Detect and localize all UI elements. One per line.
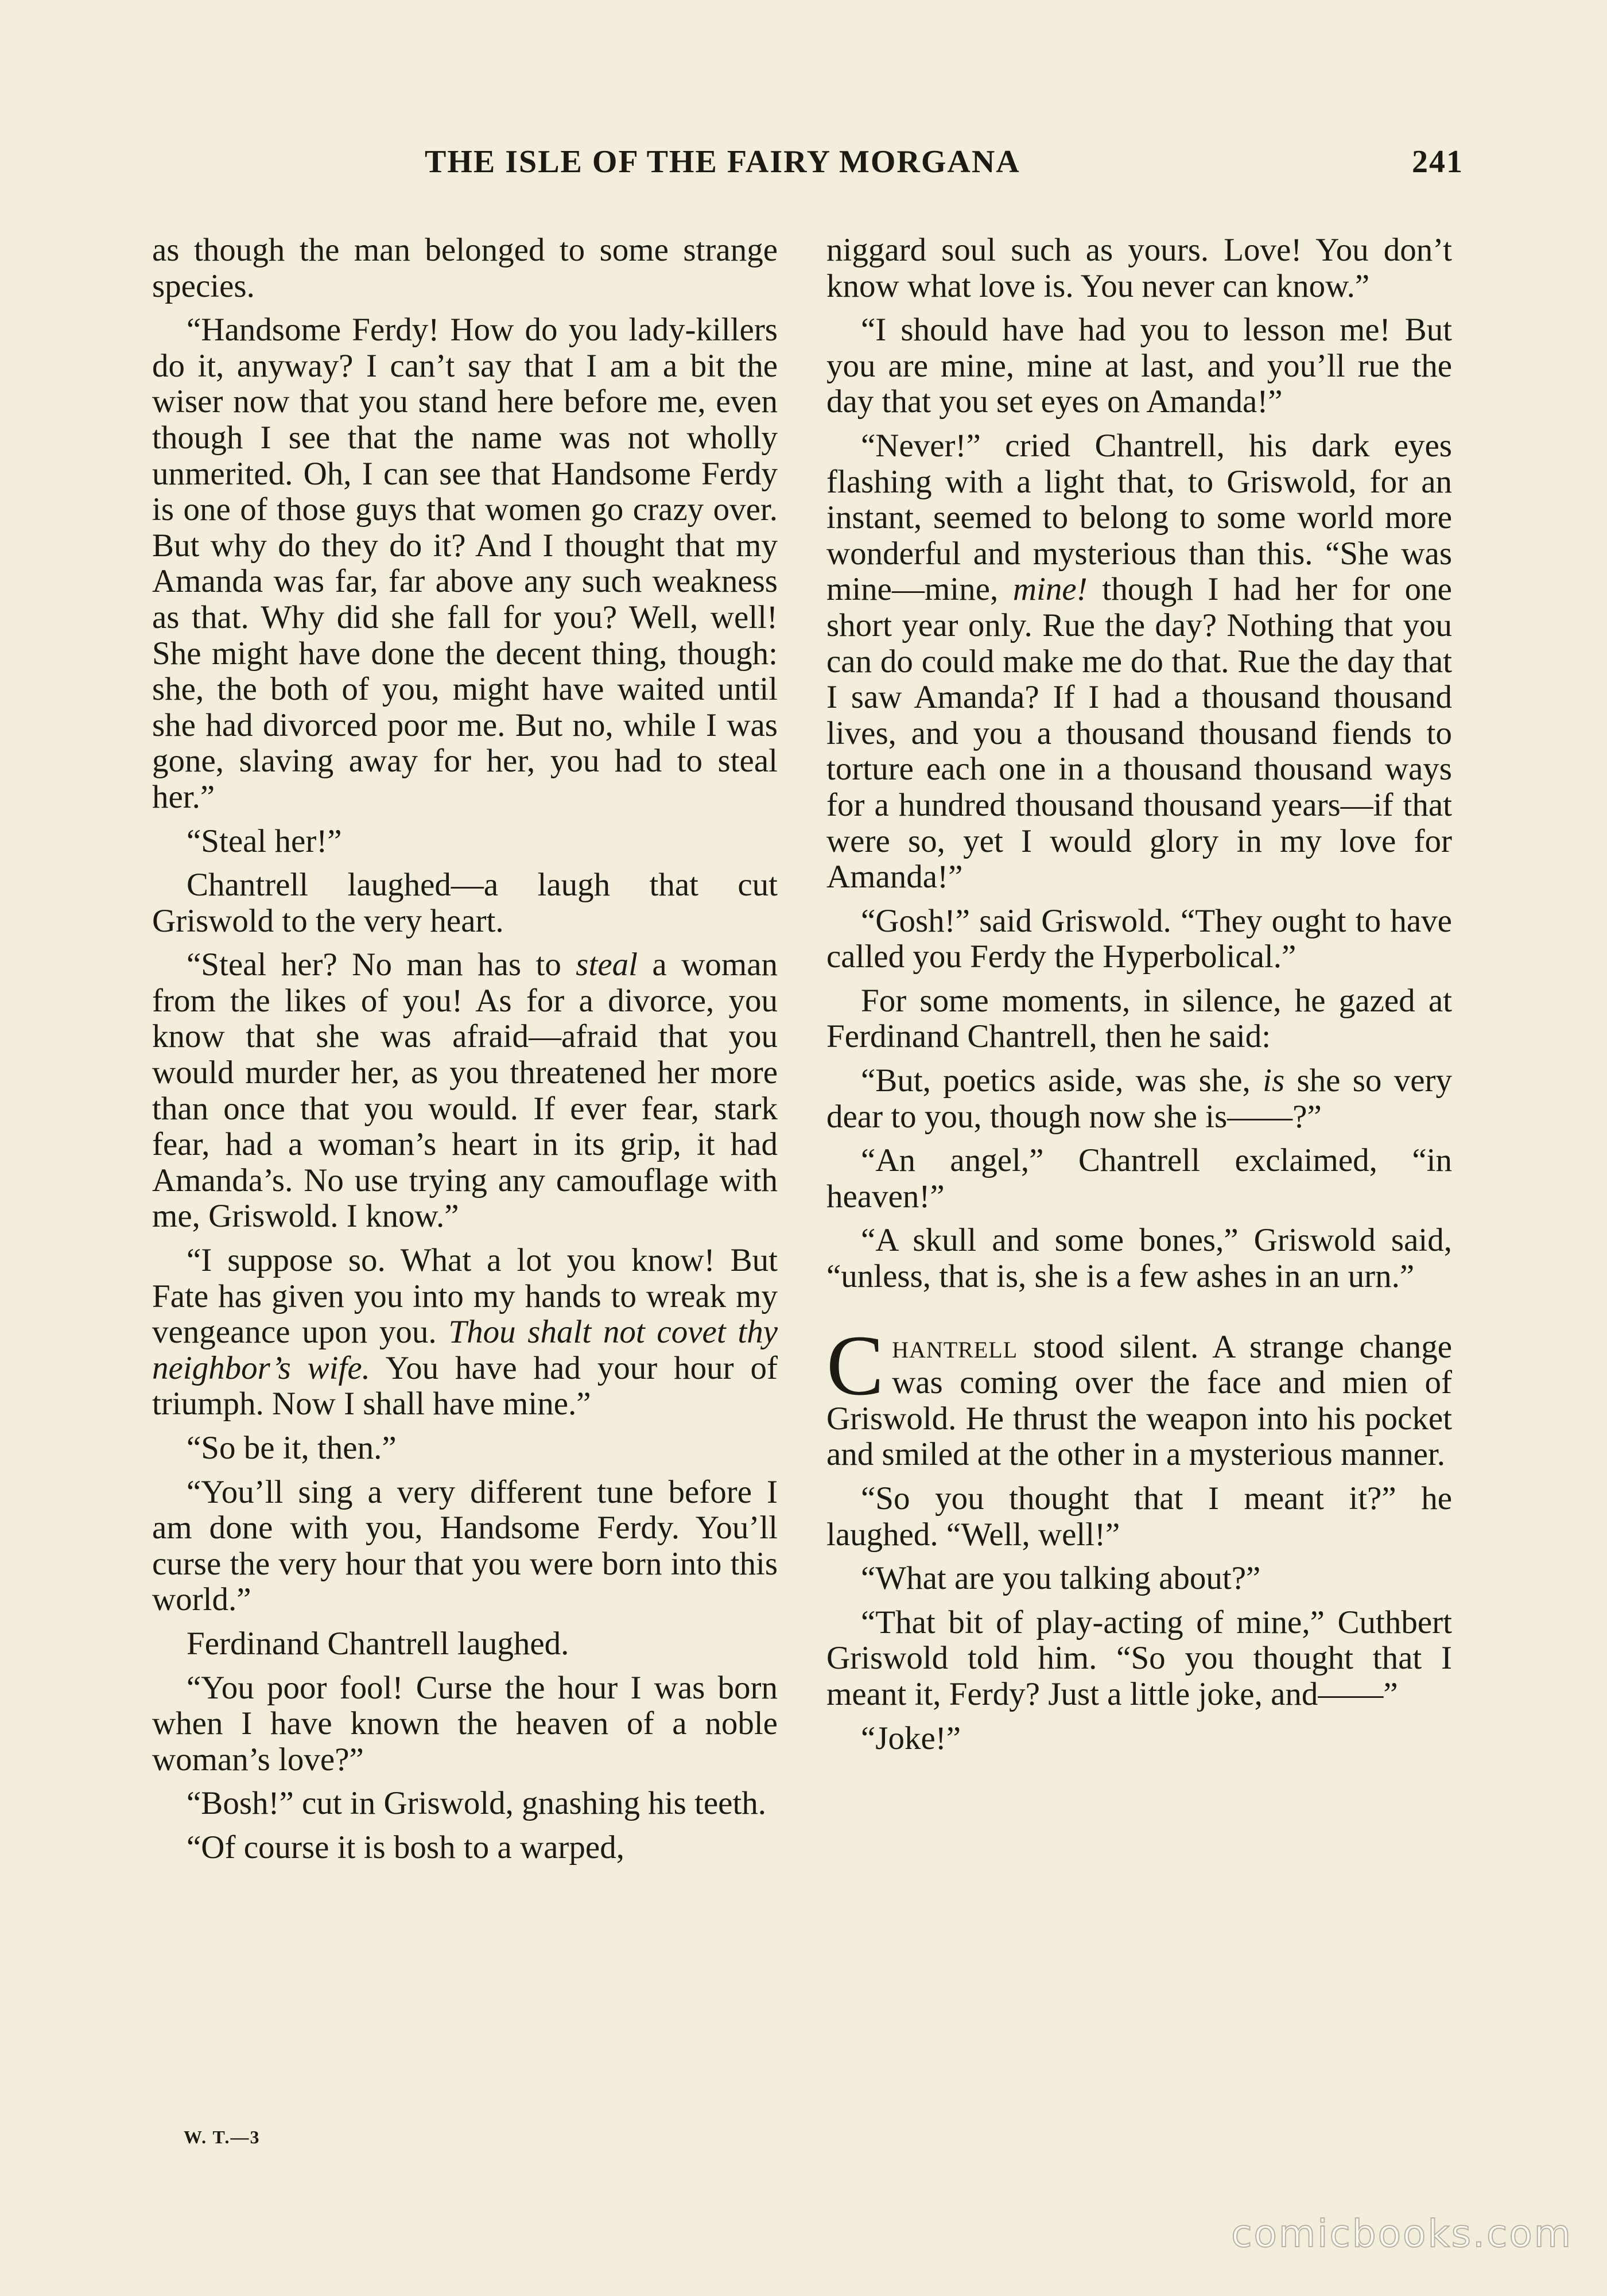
paragraph: “That bit of play-acting of mine,” Cuthbert Griswold told him. “So you thought that I meant it, Ferdy? Just a little joke, and——” (826, 1604, 1452, 1712)
paragraph: “I should have had you to lesson me! But you are mine, mine at last, and you’ll rue the day that you set eyes on Amanda!” (826, 312, 1452, 420)
paragraph: “Bosh!” cut in Griswold, gnashing his teeth. (187, 1785, 767, 1822)
paragraph: “Gosh!” said Griswold. “They ought to have called you Ferdy the Hyperbolical.” (826, 902, 1452, 975)
drop-cap: C (826, 1317, 884, 1413)
paragraph: “You’ll sing a very different tune before I am done with you, Handsome Ferdy. You’ll curse the very hour that you were born into this world.” (152, 1473, 778, 1618)
paragraph: “What are you talking about?” (861, 1560, 1261, 1597)
paragraph: For some moments, in silence, he gazed at Ferdinand Chantrell, then he said: (826, 982, 1452, 1055)
paragraph: “You poor fool! Curse the hour I was born when I have known the heaven of a noble woman’s love?” (152, 1669, 778, 1778)
page-number: 241 (1412, 144, 1464, 180)
small-caps-lead: hantrell (892, 1328, 1018, 1365)
paragraph: “So be it, then.” (187, 1430, 397, 1466)
paragraph: “Never!” cried Chantrell, his dark eyes flashing with a light that, to Griswold, for an instant, seemed to belong to some world more wonderful and mysterious than this. “She was mine—mine, mine! though I had her for one short year only. Rue the day? Nothing that you can do could make me do that. Rue the day that I saw Amanda? If I had a thousand thousand lives, and you a thousand thousand fiends to torture each one in a thousand thousand ways for a hundred thousand thousand years—if that were so, yet I would glory in my love for Amanda!” (826, 427, 1452, 895)
paragraph: “Steal her? No man has to steal a woman from the likes of you! As for a divorce, you know that she was afraid—afraid that you would murder her, as you threatened her more than once that you would. If ever fear, stark fear, had a woman’s heart in its grip, it had Amanda’s. No use trying any camouflage with me, Griswold. I know.” (152, 947, 778, 1235)
paragraph: “A skull and some bones,” Griswold said, “unless, that is, she is a few ashes in an urn.” (826, 1222, 1452, 1295)
paragraph: as though the man belonged to some strange species. (152, 232, 778, 304)
signature-mark: W. T.—3 (184, 2127, 261, 2147)
watermark: comicbooks.com (1231, 2212, 1573, 2256)
section-paragraph (826, 1317, 1452, 1473)
left-column (152, 232, 778, 1874)
paragraph: “Of course it is bosh to a warped, (187, 1829, 624, 1865)
paragraph: “An angel,” Chantrell exclaimed, “in heaven!” (826, 1142, 1452, 1215)
paragraph: “Steal her!” (187, 823, 342, 859)
paragraph: “I suppose so. What a lot you know! But Fate has given you into my hands to wreak my vengeance upon you. Thou shalt not covet thy neighbor’s wife. You have had your hour of triumph. Now I shall have mine.” (152, 1242, 778, 1422)
paragraph: Ferdinand Chantrell laughed. (187, 1625, 569, 1662)
paragraph: “But, poetics aside, was she, is she so very dear to you, though now she is——?” (826, 1062, 1452, 1135)
paragraph: niggard soul such as yours. Love! You don’t know what love is. You never can know.” (826, 232, 1452, 304)
paragraph: “So you thought that I meant it?” he laughed. “Well, well!” (826, 1480, 1452, 1553)
running-header (425, 144, 1464, 184)
paragraph: Chantrell laughed—a laugh that cut Griswold to the very heart. (152, 867, 778, 939)
right-column (826, 232, 1452, 1764)
paragraph: “Handsome Ferdy! How do you lady-killers do it, anyway? I can’t say that I am a bit the wiser now that you stand here before me, even though I see that the name was not wholly unmerited. Oh, I can see that Handsome Ferdy is one of those guys that women go crazy over. But why do they do it? And I thought that my Amanda was far, far above any such weakness as that. Why did she fall for you? Well, well! She might have done the decent thing, though: she, the both of you, might have waited until she had divorced poor me. But no, while I was gone, slaving away for her, you had to steal her.” (152, 312, 778, 815)
paragraph-text: stood silent. A strange change was coming over the face and mien of Griswold. He thrust the weapon into his pocket and smiled at the other in a mysterious manner. (826, 1328, 1452, 1473)
running-title: THE ISLE OF THE FAIRY MORGANA (425, 144, 1020, 180)
paragraph: “Joke!” (861, 1720, 961, 1756)
